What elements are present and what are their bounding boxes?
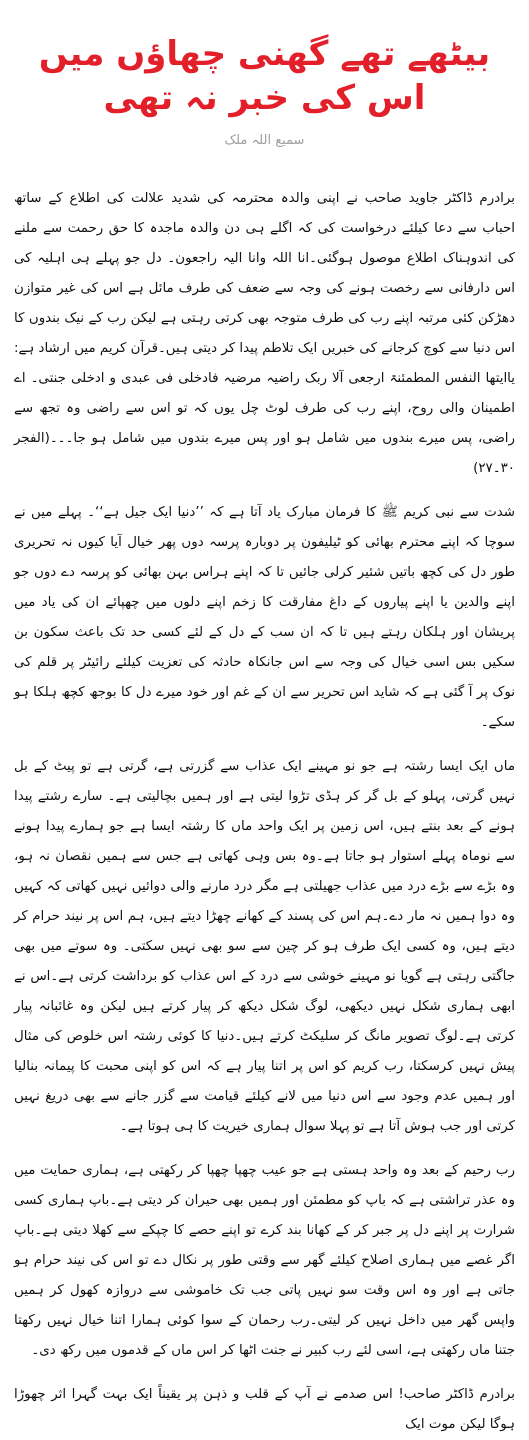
article-paragraph: رب رحیم کے بعد وہ واحد ہستی ہے جو عیب چھپا چھپا کر رکھتی ہے، ہماری حمایت میں وہ عذر تراشتی ہے کہ باپ کو مطمئن اور ہمیں بھی حیران کر دیتی ہے۔باپ ہماری کسی شرارت پر اپنے دل پر جبر کر کے کھانا بند کرے تو اپنے حصے کا چپکے سے کھلا دیتی ہے۔باپ اگر غصے میں ہماری اصلاح کیلئے گھر سے وقتی طور پر نکال دے تو اس کی نیند حرام ہو جاتی ہے اور وہ اس وقت سو نہیں پاتی جب تک خاموشی سے دروازہ کھول کر ہمیں واپس گھر میں داخل نہیں کر لیتی۔رب رحمان کے سوا کوئی ہمارا اتنا خیال نہیں رکھتا جتنا ماں رکھتی ہے، اسی لئے رب کبیر نے جنت اٹھا کر اس ماں کے قدموں میں رکھ دی۔ bbox=[14, 1163, 515, 1358]
article-paragraph: شدت سے نبی کریم ﷺ کا فرمان مبارک یاد آتا ہے کہ ’’دنیا ایک جیل ہے‘‘۔ پہلے میں نے سوچا کہ اپنے محترم بھائی کو ٹیلیفون پر دوبارہ پرسہ دوں پھر خیال آیا کیوں نہ تحریری طور دل کی کچھ باتیں شئیر کرلی جائیں تا کہ اپنے ہراس بہن بھائی کو پرسہ دے دوں جو اپنے والدین یا اپنے پیاروں کے داغ مفارقت کا زخم اپنے دلوں میں چھپائے ان کی یاد میں پریشان اور ہلکان رہتے ہیں تا کہ ان سب کے دل کے لئے کسی حد تک باعث سکون بن سکیں بس اسی خیال کی وجہ سے اس جانکاہ حادثہ کی تعزیت کیلئے رائیٹر پر قلم کی نوک پر آ گئی ہے کہ شاید اس تحریر سے ان کے غم اور خود میرے دل کا بوجھ کچھ ہلکا ہو سکے۔ bbox=[14, 505, 515, 730]
page-title: بیٹھے تھے گھنی چھاؤں میں اس کی خبر نہ تھی bbox=[38, 34, 491, 118]
article-paragraph: ماں ایک ایسا رشتہ ہے جو نو مہینے ایک عذاب سے گزرتی ہے، گرتی ہے تو پیٹ کے بل نہیں گرتی، پہلو کے بل گر کر ہڈی تڑوا لیتی ہے اور ہمیں بچالیتی ہے۔ سارے رشتے پیدا ہونے کے بعد بنتے ہیں، اس زمین پر ایک واحد ماں کا رشتہ ایسا ہے جو ہمارے پیدا ہونے سے نوماہ پہلے استوار ہو جاتا ہے۔وہ بس وہی کھاتی ہے جس سے ہمیں نقصان نہ ہو، وہ بڑے سے بڑے درد میں عذاب جھیلتی ہے مگر درد مارنے والی دوائیں نہیں کھاتی کہ کہیں وہ دوا ہمیں نہ مار دے۔ہم اس کی پسند کے کھانے چھڑا دیتے ہیں، ہم اس پر نیند حرام کر دیتے ہیں، وہ کسی ایک طرف ہو کر چین سے سو بھی نہیں سکتی۔ وہ سوتے میں بھی جاگتی رہتی ہے گویا نو مہینے خوشی سے درد کے اس عذاب کو برداشت کرتی ہے۔اس نے ابھی ہماری شکل نہیں دیکھی، لوگ شکل دیکھ کر پیار کرتے ہیں لیکن وہ غائبانہ پیار کرتی ہے۔لوگ تصویر مانگ کر سلیکٹ کرتے ہیں۔دنیا کا کوئی رشتہ اس خلوص کی مثال پیش نہیں کرسکتا، رب کریم کو اس پر اتنا پیار ہے کہ اس کو اپنی محبت کا پیمانہ بنالیا اور ہمیں عدم وجود سے اس دنیا میں لانے کیلئے قیامت سے گزر جانے سے بھی دریغ نہیں کرتی اور جب ہوش آتا ہے تو پہلا سوال ہماری خیریت کا ہی ہوتا ہے۔ bbox=[14, 759, 515, 1134]
article-paragraph: برادرم ڈاکٹر صاحب! اس صدمے نے آپ کے قلب و ذہن پر یقیناً ایک بہت گہرا اثر چھوڑا ہوگا لیکن موت ایک bbox=[14, 1387, 515, 1432]
author-byline: سمیع اللہ ملک bbox=[224, 133, 305, 148]
article-paragraph: برادرم ڈاکٹر جاوید صاحب نے اپنی والدہ محترمہ کی شدید علالت کی اطلاع کے ساتھ احباب سے دعا کیلئے درخواست کی کہ اگلے ہی دن والدہ ماجدہ کا حق رحمت سے ملنے کی اندوہناک اطلاع موصول ہوگئی۔انا اللہ وانا الیہ راجعون۔ دل جو پہلے ہی اہلیہ کی اس دارفانی سے رخصت ہونے کی وجہ سے ضعف کی طرف مائل ہے اس کی غیر متوازن دھڑکن کئی مرتبہ اپنے رب کی طرف متوجہ بھی کرتی رہتی ہے لیکن رب کے نیک بندوں کا اس دنیا سے کوچ کرجانے کی خبریں ایک تلاطم پیدا کر دیتی ہیں۔قرآن کریم میں ارشاد ہے: یاایتھا النفس المطمئنۃ ارجعی آلا ربک راضیہ مرضیہ فادخلی فی عبدی و ادخلی جنتی۔ اے اطمینان والی روح، اپنے رب کی طرف لوٹ چل یوں کہ تو اس سے راضی وہ تجھ سے راضی، پس میرے بندوں میں شامل ہو اور پس میرے بندوں میں شامل ہو جا۔۔۔(الفجر ۳۰۔۲۷) bbox=[14, 191, 515, 476]
article-body bbox=[14, 184, 515, 1440]
